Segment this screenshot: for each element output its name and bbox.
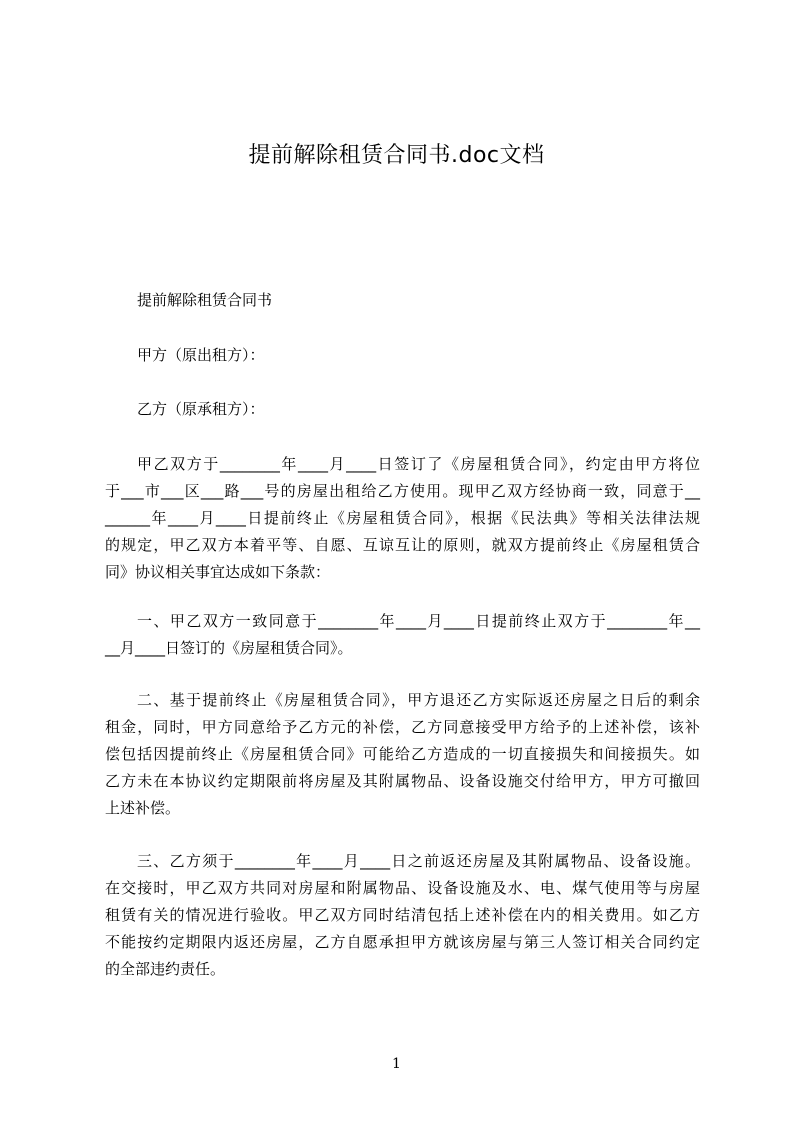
clause-line: 在交接时，甲乙双方共同对房屋和附属物品、设备设施及水、电、煤气使用等与房屋 — [105, 879, 700, 897]
clause-line: 一、甲乙双方一致同意于________年____月____日提前终止双方于________年__ — [137, 612, 700, 630]
party-b-line: 乙方（原承租方）： — [137, 400, 265, 418]
page-title: 提前解除租赁合同书.doc文档 — [248, 143, 545, 168]
preamble-line: ______年____月____日提前终止《房屋租赁合同》，根据《民法典》等相关法律法规 — [105, 509, 700, 527]
preamble-line: 甲乙双方于________年____月____日签订了《房屋租赁合同》，约定由甲方将位 — [137, 455, 700, 473]
clause-line: 上述补偿。 — [105, 799, 181, 817]
clause-line: 的全部违约责任。 — [105, 960, 226, 978]
contract-heading: 提前解除租赁合同书 — [137, 291, 273, 309]
party-a-line: 甲方（原出租方）： — [137, 346, 265, 364]
clause-line: 二、基于提前终止《房屋租赁合同》，甲方退还乙方实际返还房屋之日后的剩余 — [137, 691, 700, 709]
preamble-line: 同》协议相关事宜达成如下条款： — [105, 563, 331, 581]
clause-line: 租赁有关的情况进行验收。甲乙双方同时结清包括上述补偿在内的相关费用。如乙方 — [105, 906, 700, 924]
clause-line: __月____日签订的《房屋租赁合同》。 — [105, 639, 353, 657]
clause-line: 偿包括因提前终止《房屋租赁合同》可能给乙方造成的一切直接损失和间接损失。如 — [105, 745, 700, 763]
clause-line: 租金，同时，甲方同意给予乙方元的补偿，乙方同意接受甲方给予的上述补偿，该补 — [105, 718, 700, 736]
clause-line: 不能按约定期限内返还房屋，乙方自愿承担甲方就该房屋与第三人签订相关合同约定 — [105, 933, 700, 951]
clause-line: 三、乙方须于________年____月____日之前返还房屋及其附属物品、设备设施。 — [137, 852, 700, 870]
preamble-line: 于___市___区___路___号的房屋出租给乙方使用。现甲乙双方经协商一致，同意于__ — [105, 482, 700, 500]
clause-line: 乙方未在本协议约定期限前将房屋及其附属物品、设备设施交付给甲方，甲方可撤回 — [105, 772, 700, 790]
page-number: 1 — [392, 1056, 401, 1072]
preamble-line: 的规定，甲乙双方本着平等、自愿、互谅互让的原则，就双方提前终止《房屋租赁合 — [105, 536, 700, 554]
